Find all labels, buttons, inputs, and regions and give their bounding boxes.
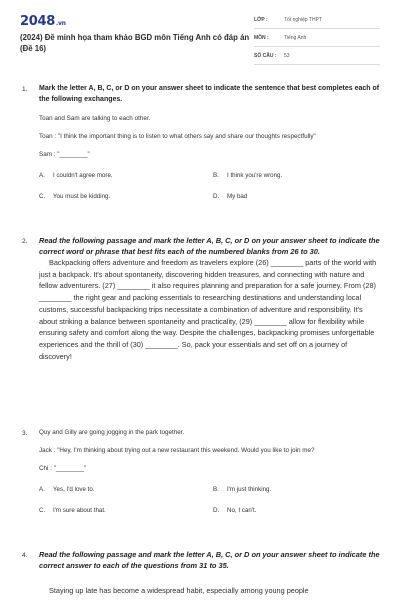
question-number: 1.	[22, 86, 28, 93]
logo-text: 2048	[20, 14, 55, 29]
option-letter: B.	[213, 486, 219, 493]
meta-row-question-count	[254, 50, 380, 65]
reading-passage: Staying up late has become a widespread habit, especially among young people	[49, 586, 309, 595]
meta-row-subject	[254, 32, 380, 47]
options-row	[39, 507, 381, 519]
option-letter: D.	[213, 507, 220, 514]
question-number: 3.	[22, 430, 28, 437]
option-text: No, I can't.	[227, 507, 257, 514]
option-letter: A.	[39, 172, 45, 179]
option-text: My bad	[227, 193, 248, 200]
question-body	[39, 428, 381, 519]
option-text: I think you're wrong.	[227, 172, 283, 179]
dialogue-line: Toan : "I think the important thing is to listen to what others say and share our thoughts respectfully"	[39, 133, 316, 140]
dialogue-line: Chi : "________"	[39, 465, 87, 472]
question-context: Quy and Gilly are going jogging in the park together.	[39, 429, 185, 436]
question-body	[39, 236, 381, 362]
options-row	[39, 486, 381, 498]
meta-value: 53	[284, 53, 290, 59]
option-letter: C.	[39, 507, 46, 514]
meta-value: Tiếng Anh	[284, 35, 307, 41]
dialogue-line: Jack : "Hey, I'm thinking about trying out a new restaurant this weekend. Would you like to join me?	[39, 447, 315, 454]
option-a[interactable]	[39, 172, 113, 179]
option-d[interactable]	[213, 507, 256, 514]
option-a[interactable]	[39, 486, 95, 493]
option-letter: A.	[39, 486, 45, 493]
option-c[interactable]	[39, 193, 110, 200]
option-text: I couldn't agree more.	[53, 172, 113, 179]
logo-suffix: .vn	[55, 20, 66, 27]
meta-label: MÔN :	[254, 35, 269, 41]
option-d[interactable]	[213, 193, 247, 200]
option-b[interactable]	[213, 172, 282, 179]
question-instruction: Read the following passage and mark the letter A, B, C, or D on your answer sheet to indicate the correct word or phrase that best fits each of the numbered blanks from 26 to 30.	[39, 236, 380, 256]
question-context: Toan and Sam are talking to each other.	[39, 115, 151, 122]
option-text: Yes, I'd love to.	[53, 486, 95, 493]
option-text: You must be kidding.	[53, 193, 111, 200]
option-letter: D.	[213, 193, 220, 200]
question-number: 4.	[22, 552, 28, 559]
site-logo[interactable]	[20, 14, 66, 29]
option-text: I'm just thinking.	[227, 486, 272, 493]
meta-value: Tốt nghiệp THPT	[284, 17, 322, 23]
question-instruction: Mark the letter A, B, C, or D on your answer sheet to indicate the sentence that best completes each of the following exchanges.	[39, 85, 380, 103]
question-body	[39, 84, 381, 205]
options-row	[39, 193, 381, 205]
options-row	[39, 172, 381, 184]
option-b[interactable]	[213, 486, 271, 493]
reading-passage: Backpacking offers adventure and freedom as travelers explore (26) ________ parts of the world with just a backpack. It's about spontaneity, discovering hidden treasures, and connecting with nature and fellow adventurers. (27) ________ it also requires planning and preparation for a safe journey. From (28) ________ the right gear and packing essentials to researching destinations and understanding local customs, successful backpacking trips necessitate a combination of adventure and responsibility. It's about striking a balance between spontaneity and practicality, (29) ________ allow for flexibility while ensuring safety and comfort along the way. Despite the challenges, backpacking promises unforgettable experiences and the thrill of (30) ________. So, pack your essentials and set off on a journey of discovery!	[39, 258, 377, 361]
document-meta	[254, 14, 380, 68]
option-letter: C.	[39, 193, 46, 200]
option-letter: B.	[213, 172, 219, 179]
meta-label: SỐ CÂU :	[254, 53, 277, 59]
meta-row-grade	[254, 14, 380, 29]
question-instruction: Read the following passage and mark the letter A, B, C, or D on your answer sheet to indicate the correct answer to each of the questions from 31 to 35.	[39, 550, 380, 570]
question-number: 2.	[22, 238, 28, 245]
document-header	[0, 0, 400, 76]
option-text: I'm sure about that.	[53, 507, 106, 514]
document-title: (2024) Đề minh họa tham khảo BGD môn Tiếng Anh có đáp án (Đề 16)	[20, 33, 250, 53]
meta-label: LỚP :	[254, 17, 268, 23]
question-body	[39, 550, 381, 597]
option-c[interactable]	[39, 507, 106, 514]
dialogue-line: Sam : "________"	[39, 151, 90, 158]
